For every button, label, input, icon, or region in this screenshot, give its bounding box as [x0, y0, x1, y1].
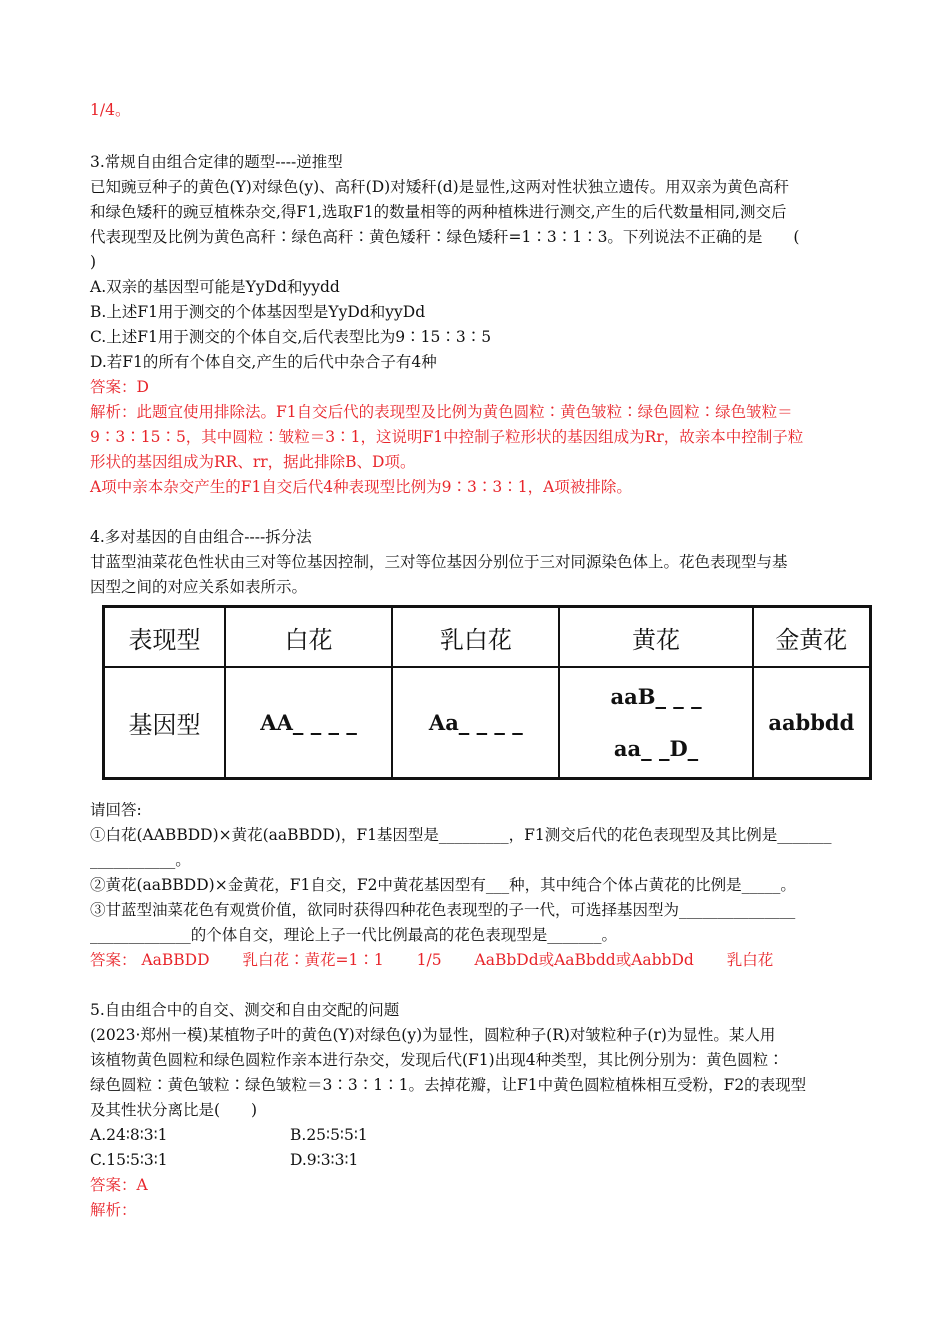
q4-stem-line: 甘蓝型油菜花色性状由三对等位基因控制，三对等位基因分别位于三对同源染色体上。花色表现型与基 — [90, 553, 788, 571]
q3-option-b: B.上述F1用于测交的个体基因型是YyDd和yyDd — [90, 303, 426, 321]
q4-answer-label: 答案： — [90, 951, 137, 969]
q3-analysis-line: 解析：此题宜使用排除法。F1自交后代的表现型及比例为黄色圆粒∶黄色皱粒∶绿色圆粒∶绿色皱粒＝ — [90, 403, 793, 421]
q3-analysis-line: 9∶3∶15∶5，其中圆粒∶皱粒＝3∶1，这说明F1中控制子粒形状的基因组成为Rr，故亲本中控制子粒 — [90, 428, 804, 446]
table-cell: Aa_ _ _ _ — [392, 667, 559, 779]
q3-analysis-line: A项中亲本杂交产生的F1自交后代4种表现型比例为9∶3∶3∶1，A项被排除。 — [90, 478, 632, 496]
table-header-row — [104, 607, 871, 668]
table-row — [104, 667, 871, 779]
table-header-cell: 乳白花 — [392, 607, 559, 668]
q5-stem-line: 及其性状分离比是( ) — [90, 1101, 258, 1119]
q3-stem-line: 代表现型及比例为黄色高秆∶绿色高秆∶黄色矮秆∶绿色矮秆=1∶3∶1∶3。下列说法不正确的是 ( — [90, 228, 800, 246]
table-header-cell: 白花 — [225, 607, 392, 668]
q4-sub-question: ___________。 — [90, 851, 191, 869]
q4-answer-line — [90, 948, 773, 972]
table-header-cell: 表现型 — [104, 607, 225, 668]
q4-answer: 乳白花 — [726, 951, 774, 969]
q4-answer: AaBBDD — [141, 951, 210, 969]
q4-sub-question: ②黄花(aaBBDD)×金黄花，F1自交，F2中黄花基因型有___种，其中纯合个体占黄花的比例是_____。 — [90, 876, 796, 894]
table-cell: AA_ _ _ _ — [225, 667, 392, 779]
previous-answer-tail: 1/4。 — [90, 101, 131, 119]
q4-stem-line: 因型之间的对应关系如表所示。 — [90, 578, 308, 596]
q3-option-d: D.若F1的所有个体自交,产生的后代中杂合子有4种 — [90, 353, 437, 371]
q5-option-b: B.25∶5∶5∶1 — [290, 1126, 368, 1144]
table-cell-line: aa_ _D_ — [613, 735, 699, 761]
q4-answer: 1/5 — [416, 951, 442, 969]
table-header-cell: 黄花 — [559, 607, 752, 668]
q3-option-a: A.双亲的基因型可能是YyDd和yydd — [90, 278, 340, 296]
table-cell-line: aaB_ _ _ — [610, 683, 702, 709]
q4-answer: AaBbDd或AaBbdd或AabbDd — [474, 951, 694, 969]
q3-stem-line: 和绿色矮秆的豌豆植株杂交,得F1,选取F1的数量相等的两种植株进行测交,产生的后代数量相同,测交后 — [90, 203, 787, 221]
table-cell: aabbdd — [753, 667, 871, 779]
table-header-cell: 金黄花 — [753, 607, 871, 668]
q5-option-a: A.24∶8∶3∶1 — [90, 1126, 168, 1144]
q4-sub-question: ③甘蓝型油菜花色有观赏价值，欲同时获得四种花色表现型的子一代，可选择基因型为_______________ — [90, 901, 796, 919]
q4-prompt: 请回答: — [90, 801, 142, 819]
q4-sub-question: ①白花(AABBDD)×黄花(aaBBDD)，F1基因型是_________，F1测交后代的花色表现型及其比例是_______ — [90, 826, 832, 844]
q5-option-d: D.9∶3∶3∶1 — [290, 1151, 359, 1169]
q4-answer: 乳白花∶黄花=1∶1 — [242, 951, 384, 969]
q5-answer: 答案：A — [90, 1176, 148, 1194]
q4-sub-question: _____________的个体自交，理论上子一代比例最高的花色表现型是_______。 — [90, 926, 618, 944]
q5-title: 5.自由组合中的自交、测交和自由交配的问题 — [90, 1001, 400, 1019]
q3-title: 3.常规自由组合定律的题型----逆推型 — [90, 153, 343, 171]
q3-stem-line: ) — [90, 253, 97, 271]
table-row-label: 基因型 — [104, 667, 225, 779]
genotype-table — [102, 605, 872, 780]
q5-stem-line: 绿色圆粒∶黄色皱粒∶绿色皱粒＝3∶3∶1∶1。去掉花瓣，让F1中黄色圆粒植株相互受粉，F2的表现型 — [90, 1076, 807, 1094]
q3-stem-line: 已知豌豆种子的黄色(Y)对绿色(y)、高秆(D)对矮秆(d)是显性,这两对性状独立遗传。用双亲为黄色高秆 — [90, 178, 790, 196]
q3-option-c: C.上述F1用于测交的个体自交,后代表型比为9∶15∶3∶5 — [90, 328, 492, 346]
q5-option-c: C.15∶5∶3∶1 — [90, 1151, 168, 1169]
q3-analysis-line: 形状的基因组成为RR、rr，据此排除B、D项。 — [90, 453, 416, 471]
q4-title: 4.多对基因的自由组合----拆分法 — [90, 528, 312, 546]
q5-stem-line: 该植物黄色圆粒和绿色圆粒作亲本进行杂交，发现后代(F1)出现4种类型，其比例分别为：黄色圆粒∶ — [90, 1051, 784, 1069]
q5-analysis: 解析： — [90, 1201, 137, 1219]
table-cell-yellow — [559, 667, 752, 779]
q5-stem-line: (2023·郑州一模)某植物子叶的黄色(Y)对绿色(y)为显性，圆粒种子(R)对皱粒种子(r)为显性。某人用 — [90, 1026, 776, 1044]
q3-answer: 答案：D — [90, 378, 149, 396]
